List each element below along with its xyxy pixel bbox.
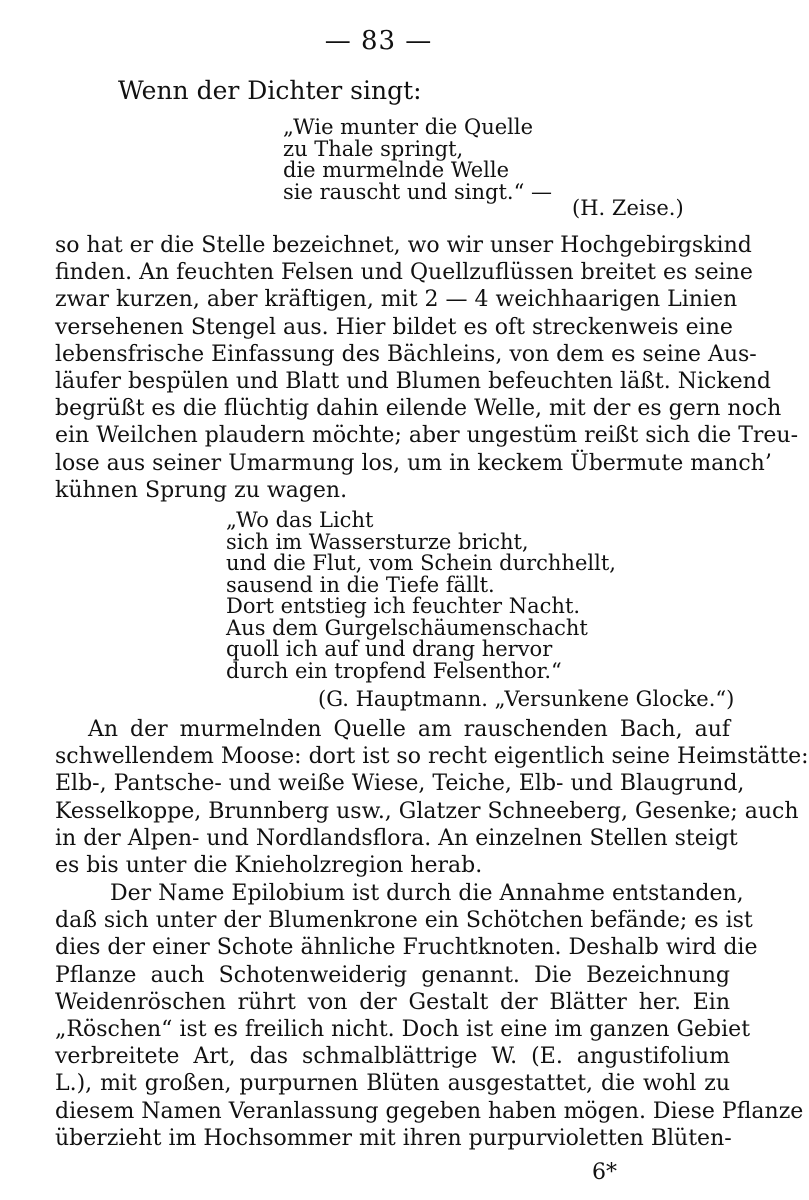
text-line: ein Weilchen plaudern möchte; aber ungestüm reißt sich die Treu-: [55, 423, 799, 449]
paragraph-distribution: [55, 716, 809, 879]
attribution-hauptmann: (G. Hauptmann. „Versunkene Glocke.“): [318, 687, 735, 711]
text-line: lebensfrische Einfassung des Bächleins, von dem es seine Aus-: [55, 341, 757, 367]
verse-line: die murmelnde Welle: [283, 158, 510, 182]
text-line: schwellendem Moose: dort ist so recht eigentlich seine Heimstätte:: [55, 744, 809, 770]
text-line: L.), mit großen, purpurnen Blüten ausgestattet, die wohl zu: [55, 1071, 730, 1097]
verse-line: Dort entstieg ich feuchter Nacht.: [226, 594, 581, 618]
text-line: so hat er die Stelle bezeichnet, wo wir unser Hochgebirgskind: [55, 233, 752, 258]
verse-line: durch ein tropfend Felsenthor.“: [226, 658, 562, 683]
text-line: „Röschen“ ist es freilich nicht. Doch ist eine im ganzen Gebiet: [55, 1017, 751, 1043]
text-line: diesem Namen Veranlassung gegeben haben mögen. Diese Pflanze: [55, 1098, 804, 1124]
text-line: Kesselkoppe, Brunnberg usw., Glatzer Schneeberg, Gesenke; auch: [55, 798, 799, 824]
text-line: begrüßt es die flüchtig dahin eilende Welle, mit der es gern noch: [55, 396, 782, 422]
text-line: An der murmelnden Quelle am rauschenden Bach, auf: [88, 717, 730, 742]
verse-hauptmann: [226, 510, 616, 682]
text-line: es bis unter die Knieholzregion herab.: [55, 853, 483, 879]
paragraph-habitat: [55, 232, 799, 504]
text-line: in der Alpen- und Nordlandsflora. An einzelnen Stellen steigt: [55, 825, 738, 851]
text-line: Elb-, Pantsche- und weiße Wiese, Teiche, Elb- und Blaugrund,: [55, 771, 745, 797]
text-line: Pflanze auch Schotenweiderig genannt. Die Bezeichnung: [55, 962, 730, 988]
verse-line: sich im Wassersturze bricht,: [226, 529, 529, 554]
intro-line: Wenn der Dichter singt:: [118, 76, 422, 105]
text-line: kühnen Sprung zu wagen.: [55, 477, 348, 503]
text-line: läufer bespülen und Blatt und Blumen befeuchten läßt. Nickend: [55, 369, 771, 395]
text-line: finden. An feuchten Felsen und Quellzuflüssen breitet es seine: [55, 260, 753, 286]
verse-zeise: [283, 117, 552, 203]
verse-line: „Wie munter die Quelle: [283, 115, 534, 139]
verse-line: und die Flut, vom Schein durchhellt,: [226, 551, 616, 575]
verse-line: „Wo das Licht: [226, 508, 374, 532]
signature-mark: 6*: [592, 1160, 617, 1185]
text-line: zwar kurzen, aber kräftigen, mit 2 — 4 weichhaarigen Linien: [55, 287, 738, 313]
verse-line: quoll ich auf und drang hervor: [226, 637, 553, 661]
text-line: überzieht im Hochsommer mit ihren purpurvioletten Blüten-: [55, 1125, 732, 1151]
text-line: versehenen Stengel aus. Hier bildet es oft streckenweis eine: [55, 314, 733, 340]
text-line: Weidenröschen rührt von der Gestalt der Blätter her. Ein: [55, 989, 730, 1015]
text-line: lose aus seiner Umarmung los, um in keckem Übermute manch’: [55, 450, 772, 476]
verse-line: sie rauscht und singt.“ —: [283, 179, 553, 204]
attribution-zeise: (H. Zeise.): [572, 196, 684, 220]
text-line: verbreitete Art, das schmalblättrige W. (E. angustifolium: [55, 1044, 730, 1070]
text-line: daß sich unter der Blumenkrone ein Schötchen befände; es ist: [55, 908, 753, 934]
paragraph-name-origin: [55, 880, 804, 1152]
verse-line: zu Thale springt,: [283, 136, 464, 161]
verse-line: Aus dem Gurgelschäumenschacht: [226, 615, 588, 640]
text-line: Der Name Epilobium ist durch die Annahme entstanden,: [110, 881, 744, 906]
page-number: — 83 —: [324, 26, 433, 56]
text-line: dies der einer Schote ähnliche Fruchtknoten. Deshalb wird die: [55, 935, 758, 961]
verse-line: sausend in die Tiefe fällt.: [226, 572, 495, 597]
